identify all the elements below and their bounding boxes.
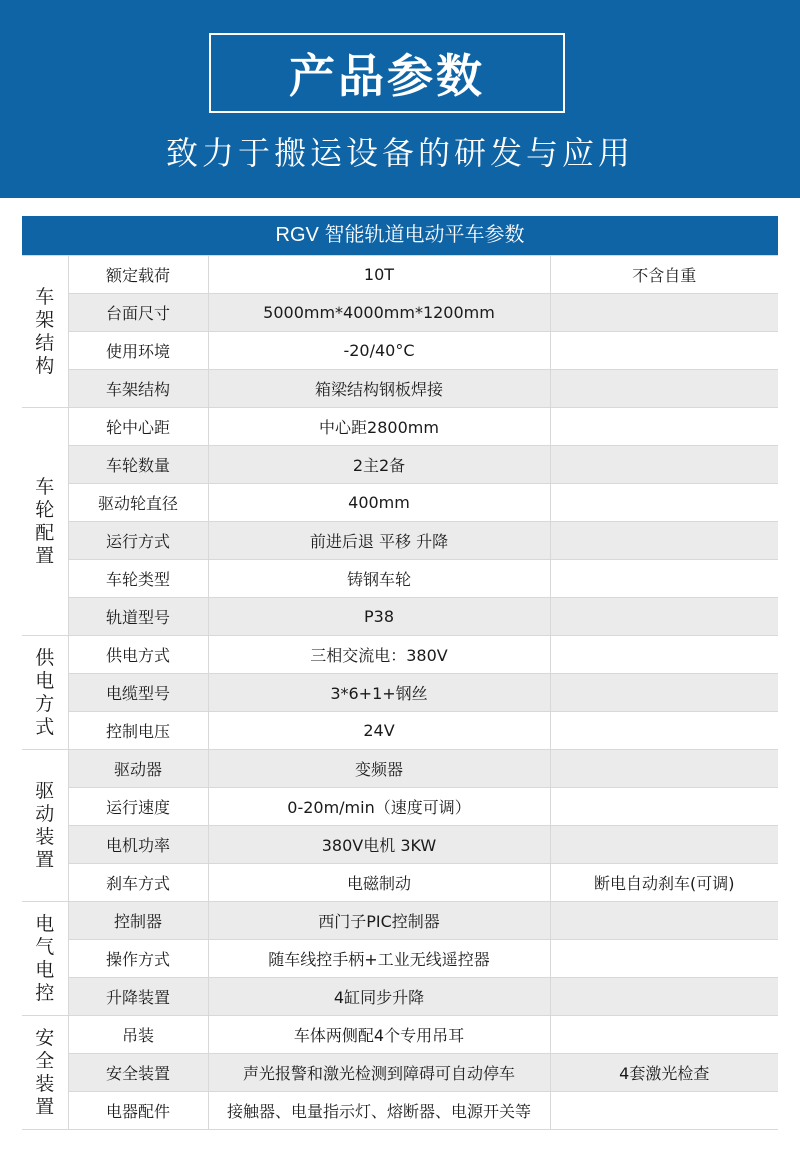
param-name: 运行方式 [68,522,208,560]
param-name: 台面尺寸 [68,294,208,332]
param-note [550,294,778,332]
table-row [22,446,778,484]
param-name: 控制器 [68,902,208,940]
param-value: 箱梁结构钢板焊接 [208,370,550,408]
param-value: 10T [208,256,550,294]
table-row [22,370,778,408]
table-row [22,940,778,978]
param-value: 380V电机 3KW [208,826,550,864]
spec-table-body [22,256,778,1130]
group-label-cell [22,1016,68,1130]
param-name: 轮中心距 [68,408,208,446]
param-value: P38 [208,598,550,636]
param-name: 车轮类型 [68,560,208,598]
param-note [550,712,778,750]
param-note [550,674,778,712]
param-value: 0-20m/min（速度可调） [208,788,550,826]
param-name: 控制电压 [68,712,208,750]
page-title: 产品参数 [289,49,485,103]
param-note [550,1092,778,1130]
title-frame [209,33,565,113]
param-name: 操作方式 [68,940,208,978]
table-row [22,978,778,1016]
spec-table-container [22,216,778,1130]
param-name: 运行速度 [68,788,208,826]
table-row [22,598,778,636]
param-value: -20/40°C [208,332,550,370]
param-note [550,598,778,636]
group-label: 供电方式 [35,646,55,738]
param-note [550,484,778,522]
header-banner [0,0,800,198]
table-row [22,1054,778,1092]
table-row [22,750,778,788]
param-value: 车体两侧配4个专用吊耳 [208,1016,550,1054]
param-value: 西门子PIC控制器 [208,902,550,940]
table-row [22,1016,778,1054]
param-note [550,750,778,788]
param-note [550,370,778,408]
group-label-cell [22,902,68,1016]
page-subtitle: 致力于搬运设备的研发与应用 [165,134,634,172]
group-label: 安全装置 [35,1026,55,1118]
param-value: 400mm [208,484,550,522]
param-note [550,1016,778,1054]
param-name: 驱动器 [68,750,208,788]
param-note: 不含自重 [550,256,778,294]
table-row [22,826,778,864]
group-label: 驱动装置 [35,779,55,871]
param-name: 升降装置 [68,978,208,1016]
group-label: 车架结构 [35,285,55,377]
table-row [22,294,778,332]
param-note [550,636,778,674]
param-name: 电机功率 [68,826,208,864]
param-name: 吊装 [68,1016,208,1054]
param-note: 断电自动刹车(可调) [550,864,778,902]
param-value: 2主2备 [208,446,550,484]
table-row [22,788,778,826]
param-name: 轨道型号 [68,598,208,636]
param-name: 驱动轮直径 [68,484,208,522]
param-name: 刹车方式 [68,864,208,902]
param-note [550,446,778,484]
param-note [550,902,778,940]
param-name: 车轮数量 [68,446,208,484]
param-note [550,940,778,978]
param-name: 安全装置 [68,1054,208,1092]
table-heading: RGV 智能轨道电动平车参数 [22,216,778,255]
table-row [22,864,778,902]
group-label: 电气电控 [35,912,55,1004]
group-label: 车轮配置 [35,475,55,567]
table-row [22,1092,778,1130]
param-name: 供电方式 [68,636,208,674]
param-value: 接触器、电量指示灯、熔断器、电源开关等 [208,1092,550,1130]
group-label-cell [22,636,68,750]
param-value: 随车线控手柄+工业无线遥控器 [208,940,550,978]
param-name: 电器配件 [68,1092,208,1130]
param-value: 4缸同步升降 [208,978,550,1016]
table-row [22,484,778,522]
param-note [550,332,778,370]
param-value: 电磁制动 [208,864,550,902]
param-value: 声光报警和激光检测到障碍可自动停车 [208,1054,550,1092]
param-name: 车架结构 [68,370,208,408]
param-note [550,788,778,826]
group-label-cell [22,408,68,636]
table-row [22,636,778,674]
param-name: 额定载荷 [68,256,208,294]
param-value: 前进后退 平移 升降 [208,522,550,560]
param-note [550,560,778,598]
group-label-cell [22,750,68,902]
param-note [550,408,778,446]
table-row [22,408,778,446]
spec-table [22,255,778,1130]
param-name: 使用环境 [68,332,208,370]
param-note [550,826,778,864]
table-row [22,560,778,598]
table-row [22,332,778,370]
param-name: 电缆型号 [68,674,208,712]
param-note [550,978,778,1016]
table-row [22,902,778,940]
param-value: 变频器 [208,750,550,788]
param-value: 三相交流电：380V [208,636,550,674]
table-row [22,674,778,712]
table-row [22,522,778,560]
param-value: 5000mm*4000mm*1200mm [208,294,550,332]
param-value: 铸钢车轮 [208,560,550,598]
param-value: 中心距2800mm [208,408,550,446]
table-row [22,256,778,294]
param-value: 24V [208,712,550,750]
param-note: 4套激光检查 [550,1054,778,1092]
param-note [550,522,778,560]
group-label-cell [22,256,68,408]
table-row [22,712,778,750]
param-value: 3*6+1+钢丝 [208,674,550,712]
